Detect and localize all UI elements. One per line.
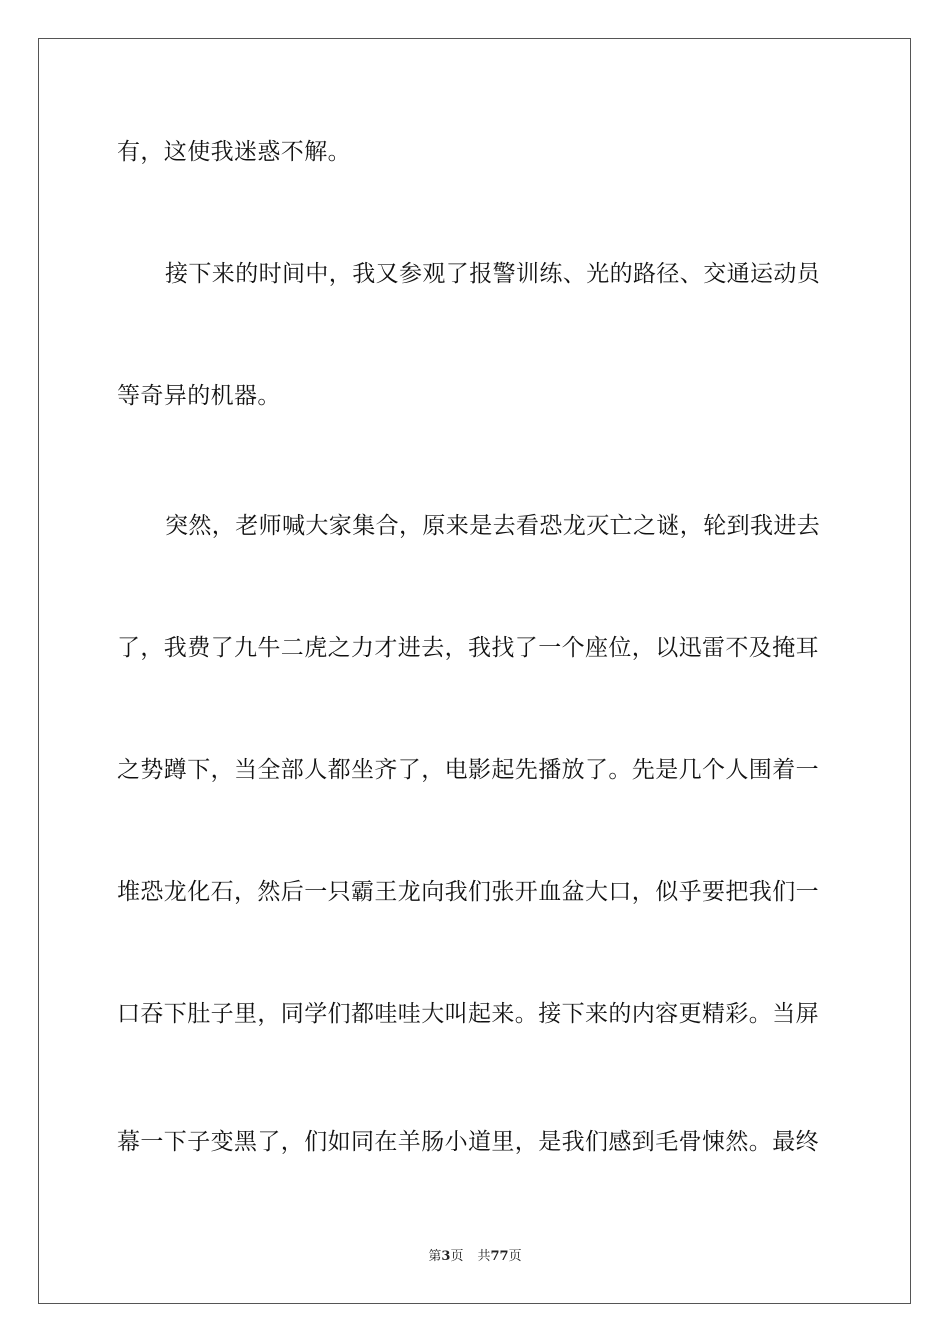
page-border bbox=[38, 38, 911, 1304]
page-number: 3 bbox=[441, 1249, 451, 1264]
total-prefix: 共 bbox=[477, 1249, 491, 1264]
total-suffix: 页 bbox=[508, 1249, 522, 1264]
page-indicator bbox=[428, 1249, 463, 1264]
paragraph-line-8: 口吞下肚子里，同学们都哇哇大叫起来。接下来的内容更精彩。当屏 bbox=[117, 1001, 819, 1027]
page-suffix: 页 bbox=[450, 1249, 464, 1264]
paragraph-line-7: 堆恐龙化石，然后一只霸王龙向我们张开血盆大口，似乎要把我们一 bbox=[117, 879, 819, 905]
page-footer bbox=[0, 1248, 950, 1266]
paragraph-line-6: 之势蹲下，当全部人都坐齐了，电影起先播放了。先是几个人围着一 bbox=[117, 757, 819, 783]
paragraph-line-4: 突然，老师喊大家集合，原来是去看恐龙灭亡之谜，轮到我进去 bbox=[165, 513, 821, 539]
page-prefix: 第 bbox=[428, 1249, 442, 1264]
total-pages: 77 bbox=[490, 1249, 509, 1264]
paragraph-line-9: 幕一下子变黑了，们如同在羊肠小道里，是我们感到毛骨悚然。最终 bbox=[117, 1129, 819, 1155]
paragraph-line-1: 有，这使我迷惑不解。 bbox=[117, 139, 351, 165]
total-pages-indicator bbox=[477, 1249, 521, 1264]
paragraph-line-5: 了，我费了九牛二虎之力才进去，我找了一个座位，以迅雷不及掩耳 bbox=[117, 635, 819, 661]
paragraph-line-2: 接下来的时间中，我又参观了报警训练、光的路径、交通运动员 bbox=[165, 261, 821, 287]
paragraph-line-3: 等奇异的机器。 bbox=[117, 383, 281, 409]
